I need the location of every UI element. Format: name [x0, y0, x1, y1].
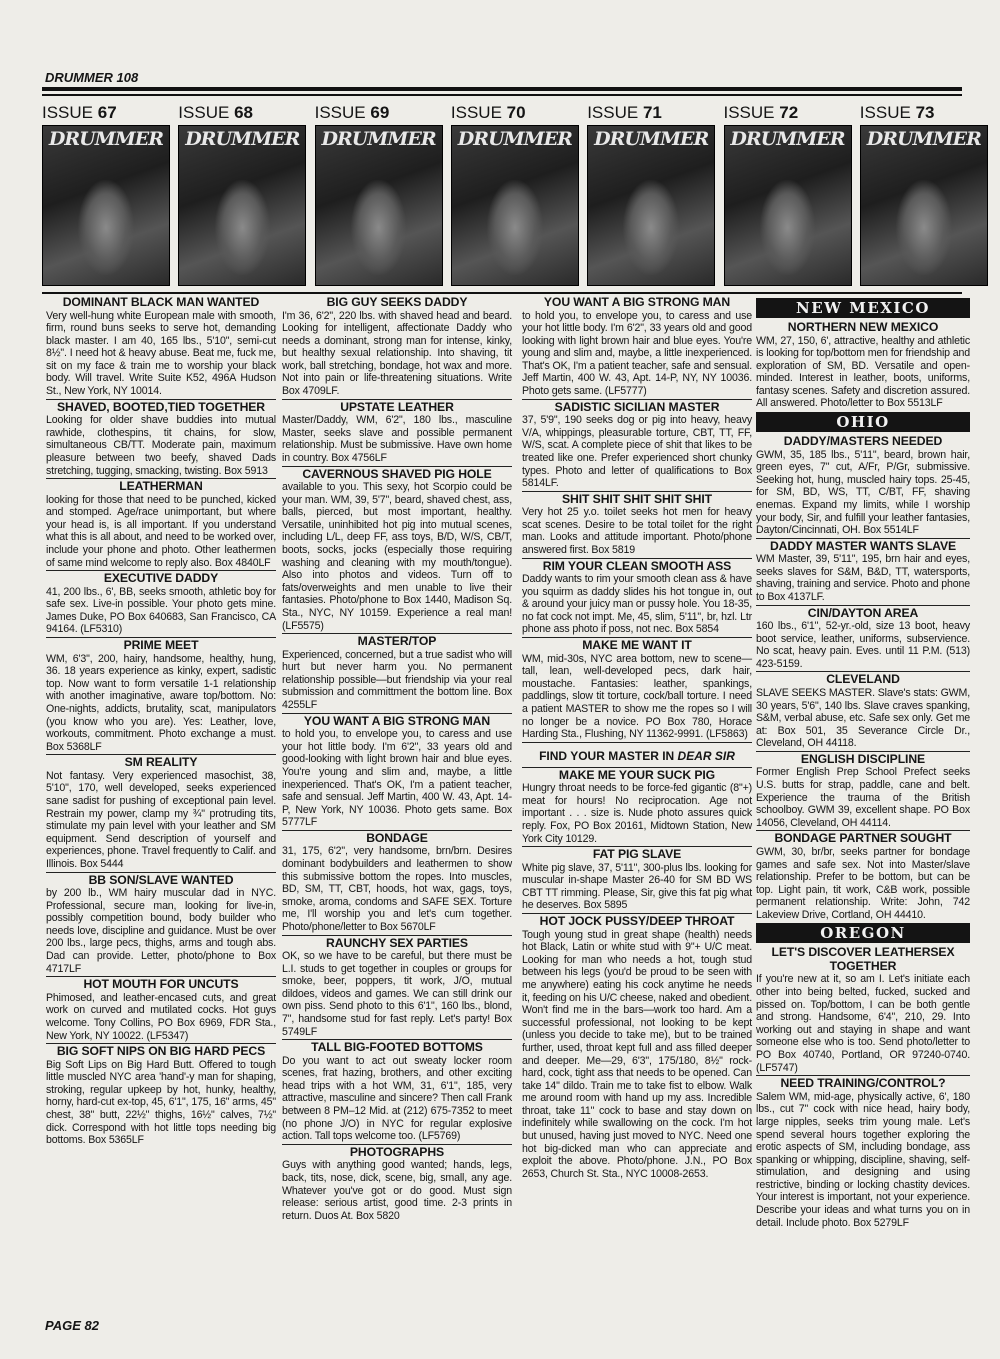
ad-headline: EXECUTIVE DADDY [103, 571, 219, 586]
classified-ad [522, 560, 752, 636]
promo-title: DEAR SIR [677, 748, 735, 763]
classified-ad [522, 493, 752, 557]
ad-body: by 200 lb., WM hairy muscular dad in NYC. Professional, secure man, looking for live-in, possibly competition bound, body builder who needs love, discipline and guidance. Must be over 200 lbs., large pecs, thighs, arms and tough abs. Dad can provide. Letter, photo/phone to Box 4717LF [46, 887, 276, 975]
classified-ad [756, 753, 970, 829]
cover-photo [623, 180, 678, 275]
issue-label [178, 104, 306, 122]
cover-photo [760, 180, 815, 275]
issue-cover [860, 125, 988, 286]
issue-number: 73 [915, 103, 935, 122]
ad-headline: SM REALITY [124, 755, 198, 770]
ad-headline: BONDAGE PARTNER SOUGHT [774, 831, 952, 846]
ad-body: available to you. This sexy, hot Scorpio could be your man. WM, 39, 5'7", beard, shaved chest, ass, balls, pierced, but most important, healthy. Versatile, uninhibited hot pig into mutual scenes, including L/L, deep FF, ass toys, B/D, W/S, CB/T, boots, socks, jocks (especially those requiring washing and cleaning with my mouth/tongue). Also into photos and videos. Turn off to fats/overweights and men unable to live their fantasies. Photo/phone to Box 1440, Madison Sq. Sta., NYC, NY 10159. Experience a real man! (LF5575) [282, 481, 512, 632]
issue-cover [315, 125, 443, 286]
cover-photo [487, 180, 542, 275]
classified-ad [46, 756, 276, 870]
cover-masthead: DRUMMER [185, 128, 300, 150]
issue-prefix: ISSUE [723, 103, 775, 122]
ad-headline: LEATHERMAN [119, 479, 203, 494]
ad-headline: PRIME MEET [123, 638, 199, 653]
ad-body: WM, mid-30s, NYC area bottom, new to scene—tall, lean, well-developed pecs, dark hair, moustache. Fantasies: leather, spankings, paddlings, slow tit torture, cock/ball torture. I need a patient MASTER to show me the ropes so I will no longer be a novice. PO Box 780, Horace Harding Sta., Flushing, NY 11362-9991. (LF5863) [522, 652, 752, 741]
cover-masthead: DRUMMER [730, 128, 845, 150]
classified-ad [756, 540, 970, 604]
classified-ad [522, 296, 752, 398]
ad-body: to hold you, to envelope you, to caress and use your hot little body. I'm 6'2", 33 years old and good looking with light brown hair and blue eyes. You're young and slim and, maybe, a little inexperienced. That's OK, I'm a patient teacher, safe and sensual. Jeff Martin, 400 W. 43, Apt. 14-P, NY, NY 10036. Photo gets same. (LF5777) [522, 309, 752, 398]
classified-ad [282, 401, 512, 465]
ad-headline: MAKE ME WANT IT [582, 638, 692, 653]
cover-photo [78, 180, 133, 275]
ad-body: 160 lbs., 6'1", 52-yr.-old, size 13 boot, heavy boot service, leather, uniforms, subservience. No scat, heavy pain. Eves. until 11 P.M. (513) 423-5159. [756, 620, 970, 670]
ad-body: Salem WM, mid-age, physically active, 6', 180 lbs., cut 7" cock with nice head, hairy body, large nipples, seeks trim young male. Let's spend several hours together exploring the erotic aspects of SM, including bondage, ass spanking or whipping, discipline, shaving, self-stimulation, and designing and using restrictive, binding or locking chastity devices. Your interest is important, not your experience. Describe your ideas and what turns you on in detail. Include photo. Box 5279LF [756, 1090, 970, 1229]
cover-photo [215, 180, 270, 275]
cover-masthead: DRUMMER [457, 128, 572, 150]
classified-ad [282, 832, 512, 934]
classified-ad [282, 468, 512, 633]
issue-70 [451, 104, 579, 286]
classified-ad [756, 435, 970, 537]
ad-body: If you're new at it, so am I. Let's initiate each other into being belted, fucked, sucked and pissed on. Top/bottom, I can be both gentle and strong. Handsome, 6'4", 210, 29. Into working out and staying in shape and want someone else who is too. Send photo/letter to PO Box 40740, Portland, OR 97240-0740. (LF5747) [756, 973, 970, 1074]
ad-body: Experienced, concerned, but a true sadist who will hurt but never harm you. No permanent relationship possible—but friendship via your real submission and committment the bottom line. Box 4255LF [282, 648, 512, 712]
classified-ad [282, 1146, 512, 1222]
classified-ad [46, 480, 276, 569]
ad-body: looking for those that need to be punched, kicked and stomped. Age/race unimportant, but where your head is, is all important. If you understand what this is all about, and need to be worked over, include your phone and photo. Other leathermen of same mind welcome to reply also. Box 4840LF [46, 493, 276, 569]
issue-prefix: ISSUE [314, 103, 366, 122]
ad-headline: DOMINANT BLACK MAN WANTED [62, 295, 260, 309]
classified-ad [46, 639, 276, 753]
issue-label [860, 104, 988, 122]
ad-body: Very hot 25 y.o. toilet seeks hot men for heavy scat scenes. Desire to be total toilet for the right man. Looks and attitude important. Photo/phone answered first. Box 5819 [522, 506, 752, 556]
ad-headline: LET'S DISCOVER LEATHERSEX TOGETHER [771, 945, 955, 973]
ad-body: SLAVE SEEKS MASTER. Slave's stats: GWM, 30 years, 5'6", 140 lbs. Slave craves spanking, S&M, verbal abuse, etc. Safe sex only. Get me at: Box 501, 35 Severance Circle Dr., Cleveland, OH 44118. [756, 686, 970, 750]
issue-prefix: ISSUE [450, 103, 502, 122]
ad-body: Tough young stud in great shape (health) needs hot Black, Latin or white stud with 9"+ U/C meat. Looking for man who needs a hot, tough stud between his legs (you'd be proud to be seen with me anywhere) eating his cock anytime he needs it, feeding on his U/C cheese, naked and obedient. Won't find me in the bars—work too hard. Am a successful professional, not looking to be kept (unless you decide to take me), but to be trained further, used, throat kept full and ass filled deeper and deeper. Me—29, 6'3", 175/180, 8½" rock-hard, cock, tight ass that needs to be opened. Can take 14" dildo. Train me to take fist to elbow. Walk me around room with hand up my ass. Incredible throat, take 11" cock to base and stay down on indefinitely while swallowing on the cock. I'm hot but unused, having just moved to NYC. Need one hot big-dicked man who can appreciate and exploit the above. Photo/phone. J.N., PO Box 2653, Church St. Sta., NYC 10008-2653. [522, 928, 752, 1180]
classified-ad [522, 401, 752, 490]
promo-line [522, 749, 752, 763]
ad-headline: MAKE ME YOUR SUCK PIG [558, 767, 716, 782]
back-issues-strip [42, 103, 981, 292]
classified-ad [282, 937, 512, 1039]
classified-ad [522, 848, 752, 912]
issue-71 [587, 104, 715, 286]
running-head: DRUMMER 108 [45, 70, 139, 85]
classified-ad [756, 321, 970, 410]
column-3 [522, 296, 752, 1180]
ad-headline: FAT PIG SLAVE [592, 847, 682, 862]
ad-headline: HOT MOUTH FOR UNCUTS [83, 977, 239, 992]
ad-body: Very well-hung white European male with smooth, firm, round buns seeks to serve hot, demanding black master. I am 40, 165 lbs., 5'10", semi-cut 8½". I need hot & heavy abuse. Beat me, fuck me, sit on my face & train me to worship your black body. Will travel. Write Suite K52, 496A Hudson St., New York, NY 10014. [46, 309, 276, 398]
issue-cover [451, 125, 579, 286]
state-heading: NEW MEXICO [756, 298, 970, 318]
issue-69 [315, 104, 443, 286]
classified-ad [46, 572, 276, 636]
ad-body: GWM, 35, 185 lbs., 5'11", beard, brown hair, green eyes, 7" cut, A/Fr, P/Gr, submissive. Seeking hot, hung, muscled hairy tops. 25-45, for SM, BD, WS, TT, C/BT, FF, shaving enemas. Expand my limits, while I worship your body, Sir, and fulfill your leather fantasies, Dayton/Cincinnati, OH. Box 5514LF [756, 448, 970, 537]
state-heading: OREGON [756, 923, 970, 943]
promo-text: FIND YOUR MASTER IN [539, 748, 678, 763]
ad-body: WM, 27, 150, 6', attractive, healthy and athletic is looking for top/bottom men for friendship and exploration of SM, BD. Versatile and open-minded. Interest in leather, boots, uniforms, fantasy scenes. Safety and discretion assured. All answered. Photo/letter to Box 5513LF [756, 334, 970, 410]
ad-body: Do you want to act out sweaty locker room scenes, frat hazing, brothers, and other exciting head trips with a hot WM, 31, 6'1", 185, very attractive, masculine and sincere? Then call Frank between 8 PM–12 Mid. at (212) 675-7352 to meet (no phone J/O) in NYC for regular explosive action. Tall tops welcome too. (LF5769) [282, 1054, 512, 1143]
issue-number: 70 [506, 103, 526, 122]
ad-body: White pig slave, 37, 5'11", 300-plus lbs. looking for muscular in-shape Master 26-40 for SM BD WS CBT TT rimming. Please, Sir, give this fat pig what he deserves. Box 5895 [522, 861, 752, 912]
issue-number: 72 [779, 103, 799, 122]
classified-ad [282, 635, 512, 711]
ad-body: I'm 36, 6'2", 220 lbs. with shaved head and beard. Looking for intelligent, affectionate Daddy who needs a dominant, strong man for intense, kinky, but healthy sexual relationship. Into shaving, tit work, ball stretching, bondage, hot wax and more. Not into pain or life-threatening situations. Write Box 4709LF. [282, 309, 512, 398]
ad-body: Hungry throat needs to be force-fed gigantic (8"+) meat for hours! No reciprocation. Age not important . . . size is. Nude photo assures quick reply. Fox, PO Box 20161, Midtown Station, New York City 10129. [522, 782, 752, 845]
classified-ad [756, 946, 970, 1074]
ad-headline: CIN/DAYTON AREA [807, 605, 919, 620]
ad-body: Phimosed, and leather-encased cuts, and great work on curved and mutilated cocks. Hot guys welcome. Tony Collins, PO Box 6969, FDR Sta., New York, NY 10022. (LF5347) [46, 991, 276, 1042]
ad-body: GWM, 30, br/br, seeks partner for bondage games and safe sex. Not into Master/slave relationship. Prefer to be bottom, but can be top. Light pain, tit work, C&B work, possible permanent relationship. Write: John, 742 Lakeview Drive, Cortland, OH 44410. [756, 845, 970, 921]
ad-headline: CAVERNOUS SHAVED PIG HOLE [302, 466, 492, 481]
ad-body: 41, 200 lbs., 6', BB, seeks smooth, athletic boy for safe sex. Live-in possible. Your photo gets mine. James Duke, PO Box 640683, San Francisco, CA 94164. (LF5310) [46, 585, 276, 636]
classified-ad [282, 1041, 512, 1143]
ad-body: OK, so we have to be careful, but there must be L.I. studs to get together in couples or groups for smoke, beer, poppers, tit work, J/O, mutual dildoes, videos and games. We can still drink our own piss. Send photo to this 6'1", 160 lbs., blond, 7", handsome stud for fast reply. Let's party! Box 5749LF [282, 950, 512, 1038]
ad-body: WM Master, 39, 5'11", 195, brn hair and eyes, seeks slaves for S&M, B&D, TT, watersports, shaving, training and service. Photo and phone to Box 4137LF. [756, 553, 970, 603]
column-2 [282, 296, 512, 1222]
ad-headline: SHIT SHIT SHIT SHIT SHIT [562, 491, 712, 506]
ad-headline: RIM YOUR CLEAN SMOOTH ASS [542, 558, 732, 573]
issue-prefix: ISSUE [178, 103, 230, 122]
ad-headline: BONDAGE [366, 830, 428, 845]
ad-headline: DADDY/MASTERS NEEDED [783, 434, 943, 449]
classified-ad [46, 978, 276, 1042]
cover-masthead: DRUMMER [321, 128, 436, 150]
ad-body: Guys with anything good wanted; hands, legs, back, tits, nose, dick, scene, big, small, any age. Whatever you've got or do good. Must sign release: serious artist, good time. 2-3 prints in return. Duos At. Box 5820 [282, 1159, 512, 1222]
issue-label [587, 104, 715, 122]
ad-divider [522, 742, 752, 743]
ad-headline: CLEVELAND [826, 672, 900, 687]
ad-headline: NORTHERN NEW MEXICO [787, 320, 939, 334]
classified-ad [46, 296, 276, 398]
ad-headline: RAUNCHY SEX PARTIES [326, 935, 468, 950]
header-rule-thick [42, 87, 962, 91]
ad-body: Daddy wants to rim your smooth clean ass & have you squirm as daddy slides his hot tongue in, out & around your juicy man or pussy hole. You 18-35, no fat cock not impt. Me, 45, slim, 5'11", br, hzl. Ltr phone ass photo if poss, not nec. Box 5854 [522, 573, 752, 636]
issue-73 [860, 104, 988, 286]
ad-headline: YOU WANT A BIG STRONG MAN [303, 713, 491, 728]
issue-label [315, 104, 443, 122]
classified-ad [756, 832, 970, 921]
classified-ad [282, 715, 512, 829]
issue-prefix: ISSUE [42, 103, 94, 122]
cover-masthead: DRUMMER [48, 128, 164, 150]
page-number: PAGE 82 [45, 1318, 99, 1333]
ad-headline: TALL BIG-FOOTED BOTTOMS [311, 1040, 483, 1055]
issue-68 [178, 104, 306, 286]
ad-body: 31, 175, 6'2", very handsome, brn/brn. Desires dominant bodybuilders and leathermen to show this submissive bottom the ropes. Into muscles, BD, SM, TT, CBT, hoods, hot wax, gags, toys, smoke, aroma, condoms and SAFE SEX. Torture me, I'll worship you and let's cum together. Photo/phone/letter to Box 5670LF [282, 845, 512, 933]
issue-67 [42, 104, 170, 286]
issue-label [42, 104, 170, 122]
ad-headline: SADISTIC SICILIAN MASTER [554, 399, 720, 414]
cover-masthead: DRUMMER [866, 128, 981, 150]
cover-masthead: DRUMMER [594, 128, 709, 150]
ad-body: 37, 5'9", 190 seeks dog or pig into heavy, heavy V/A, whippings, pleasurable torture, CBT, TT, FF, W/S, scat. A complete piece of shit that likes to be treated like one. Prefer experienced short chunky types. Photo and letter of qualifications to Box 5814LF. [522, 414, 752, 490]
issue-prefix: ISSUE [587, 103, 639, 122]
issue-cover [724, 125, 852, 286]
ad-headline: NEED TRAINING/CONTROL? [780, 1076, 946, 1091]
ad-headline: UPSTATE LEATHER [340, 399, 454, 414]
ad-body: Not fantasy. Very experienced masochist, 38, 5'10", 170, well developed, seeks experienced sane sadist for pushing of exceptional pain level. Restrain my power, clamp my ¾" protruding tits, stimulate my pain level with your leather and SM equipment. Send description of yourself and experiences, phone. Travel frequently to Calif. and Illinois. Box 5444 [46, 769, 276, 870]
issue-number: 67 [97, 103, 117, 122]
issue-number: 68 [234, 103, 253, 122]
cover-photo [351, 180, 406, 275]
ad-headline: BIG SOFT NIPS ON BIG HARD PECS [56, 1044, 266, 1059]
column-1 [46, 296, 276, 1147]
ad-headline: BIG GUY SEEKS DADDY [326, 295, 468, 309]
issues-rule [42, 292, 962, 294]
ad-body: Looking for older shave buddies into mutual rawhide, clothespins, tit chains, for slow, simultaneous CB/TT. Moderate pain, maximum pleasure between two beefy, shaved Dads stretching, tugging, smacking, twisting. Box 5913 [46, 414, 276, 477]
ad-headline: DADDY MASTER WANTS SLAVE [769, 538, 957, 553]
ad-headline: SHAVED, BOOTED,TIED TOGETHER [56, 399, 266, 414]
ad-headline: BB SON/SLAVE WANTED [88, 872, 234, 887]
issue-label [724, 104, 852, 122]
ad-headline: PHOTOGRAPHS [349, 1144, 445, 1159]
classified-ad [282, 296, 512, 398]
ad-headline: ENGLISH DISCIPLINE [800, 751, 926, 766]
state-heading: OHIO [756, 412, 970, 432]
issue-label [451, 104, 579, 122]
ad-body: Big Soft Lips on Big Hard Butt. Offered to tough little muscled NYC area 'hand'-y man for shaping, stroking, regular upkeep by hot, hunky, healthy, horny, hard-cut ex-top, 45, 6'1", 175, 16" arms, 45" chest, 38" butt, 22½" thighs, 16½" calves, 7½" dick. Correspond with hot little tops needing big bottoms. Box 5365LF [46, 1058, 276, 1147]
classified-ad [756, 607, 970, 671]
classified-ad [522, 915, 752, 1180]
classified-ad [522, 639, 752, 741]
issue-cover [587, 125, 715, 286]
ad-body: to hold you, to envelope you, to caress and use your hot little body. I'm 6'2", 33 years old and good-looking with light brown hair and blue eyes. You're young and slim and, maybe, a little inexperienced. That's OK, I'm a patient teacher, safe and sensual. Jeff Martin, 400 W. 43, Apt. 14-P, New York, NY 10036. Photo gets same. Box 5777LF [282, 728, 512, 829]
issue-prefix: ISSUE [859, 103, 911, 122]
ad-body: Master/Daddy, WM, 6'2", 180 lbs., masculine Master, seeks slave and possible permanent relationship. Must be submissive. Have own home in country. Box 4756LF [282, 414, 512, 464]
ad-headline: YOU WANT A BIG STRONG MAN [543, 295, 731, 309]
cover-photo [896, 180, 951, 275]
classified-ad [756, 673, 970, 749]
issue-cover [178, 125, 306, 286]
column-4 [756, 296, 970, 1229]
classified-ad [46, 401, 276, 477]
ad-body: Former English Prep School Prefect seeks U.S. butts for strap, paddle, cane and belt. Experience the trauma of the British schoolboy. GWM 39, excellent shape. PO Box 14056, Cleveland, OH 44114. [756, 766, 970, 829]
issue-number: 71 [642, 103, 662, 122]
issue-72 [724, 104, 852, 286]
classified-ad [46, 1045, 276, 1147]
ad-body: WM, 6'3", 200, hairy, handsome, healthy, hung, 36. 18 years experience as kinky, expert, sadistic top. Now want to form versatile 1-1 relationship with another imaginative, aware top/bottom. No: One-nights, addicts, brutality, scat, manipulators (you know who you are). Yes: Leather, love, workouts, commitment. Photo exchange a must. Box 5368LF [46, 652, 276, 753]
classified-ad [522, 769, 752, 845]
issue-number: 69 [370, 103, 390, 122]
issue-cover [42, 125, 170, 286]
ad-headline: MASTER/TOP [357, 634, 437, 649]
classified-ad [756, 1077, 970, 1229]
header-rule-thin [42, 94, 962, 96]
ad-headline: HOT JOCK PUSSY/DEEP THROAT [539, 914, 735, 929]
classified-ad [46, 874, 276, 976]
